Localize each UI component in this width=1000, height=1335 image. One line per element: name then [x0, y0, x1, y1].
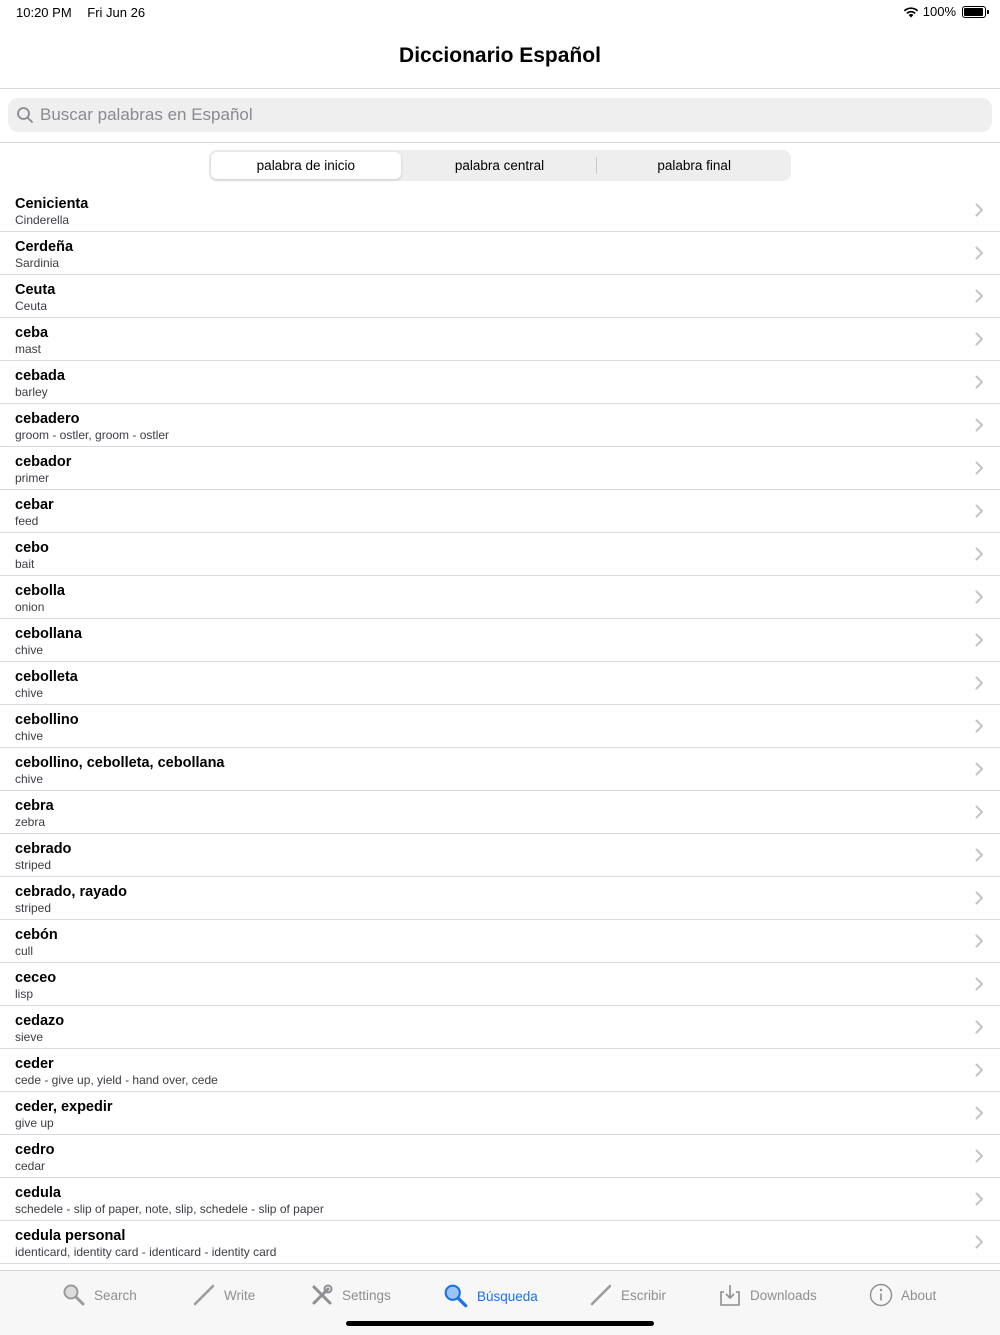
- status-bar: [0, 0, 1000, 24]
- entry-definition: onion: [15, 600, 45, 614]
- chevron-right-icon: [975, 977, 984, 991]
- entry-definition: schedele - slip of paper, note, slip, schedele - slip of paper: [15, 1202, 324, 1216]
- tab-settings[interactable]: [310, 1283, 391, 1307]
- tab-label: Búsqueda: [477, 1288, 538, 1304]
- entry-definition: give up: [15, 1116, 54, 1130]
- tab-busqueda[interactable]: [443, 1283, 538, 1309]
- battery-percent: 100%: [922, 4, 956, 19]
- chevron-right-icon: [975, 590, 984, 604]
- chevron-right-icon: [975, 332, 984, 346]
- list-item[interactable]: [0, 490, 1000, 533]
- chevron-right-icon: [975, 1235, 984, 1249]
- battery-fill: [964, 8, 983, 16]
- search-divider: [0, 142, 1000, 143]
- entry-word: cedula personal: [15, 1228, 126, 1244]
- entry-definition: striped: [15, 858, 52, 872]
- entry-definition: Sardinia: [15, 256, 60, 270]
- status-date: Fri Jun 26: [87, 5, 146, 20]
- entry-definition: chive: [15, 729, 44, 743]
- list-item[interactable]: [0, 189, 1000, 232]
- entry-word: cebollana: [15, 626, 82, 642]
- list-item[interactable]: [0, 404, 1000, 447]
- entry-word: cedazo: [15, 1013, 65, 1029]
- tab-label: Downloads: [750, 1287, 817, 1303]
- magnifier-icon: [62, 1283, 86, 1307]
- list-item[interactable]: [0, 361, 1000, 404]
- entry-definition: chive: [15, 772, 44, 786]
- entry-word: cebar: [15, 497, 54, 513]
- entry-word: Cerdeña: [15, 239, 74, 255]
- chevron-right-icon: [975, 1020, 984, 1034]
- entry-definition: cede - give up, yield - hand over, cede: [15, 1073, 218, 1087]
- entry-definition: mast: [15, 342, 42, 356]
- search-input[interactable]: [40, 105, 940, 125]
- tab-label: About: [901, 1287, 937, 1303]
- chevron-right-icon: [975, 504, 984, 518]
- chevron-right-icon: [975, 246, 984, 260]
- list-item[interactable]: [0, 1049, 1000, 1092]
- list-item[interactable]: [0, 275, 1000, 318]
- tab-downloads[interactable]: [718, 1283, 817, 1307]
- status-time: 10:20 PM: [16, 5, 72, 20]
- entry-word: cebador: [15, 454, 72, 470]
- entry-word: cebra: [15, 798, 54, 814]
- list-item[interactable]: [0, 963, 1000, 1006]
- chevron-right-icon: [975, 633, 984, 647]
- segment-start-word[interactable]: [211, 152, 401, 179]
- segment-label: palabra final: [657, 158, 731, 173]
- list-item[interactable]: [0, 533, 1000, 576]
- entry-word: cebolleta: [15, 669, 78, 685]
- chevron-right-icon: [975, 289, 984, 303]
- info-icon: [869, 1283, 893, 1307]
- chevron-right-icon: [975, 934, 984, 948]
- tab-label: Write: [224, 1287, 256, 1303]
- list-item[interactable]: [0, 705, 1000, 748]
- chevron-right-icon: [975, 203, 984, 217]
- tab-label: Search: [94, 1287, 137, 1303]
- list-item[interactable]: [0, 1006, 1000, 1049]
- list-item[interactable]: [0, 748, 1000, 791]
- segment-label: palabra de inicio: [256, 158, 355, 173]
- tab-write[interactable]: [192, 1283, 255, 1307]
- entry-definition: chive: [15, 643, 44, 657]
- entry-definition: chive: [15, 686, 44, 700]
- entry-definition: primer: [15, 471, 50, 485]
- entry-word: cebón: [15, 927, 58, 943]
- entry-definition: striped: [15, 901, 52, 915]
- chevron-right-icon: [975, 891, 984, 905]
- segment-end-word[interactable]: [599, 152, 789, 179]
- entry-word: cebadero: [15, 411, 80, 427]
- battery-icon: [962, 6, 986, 18]
- chevron-right-icon: [975, 418, 984, 432]
- list-item[interactable]: [0, 619, 1000, 662]
- entry-definition: sieve: [15, 1030, 44, 1044]
- home-indicator: [346, 1321, 654, 1326]
- page-title: Diccionario Español: [399, 44, 601, 67]
- search-bar[interactable]: [8, 98, 992, 132]
- entry-definition: cedar: [15, 1159, 46, 1173]
- search-icon: [16, 106, 34, 124]
- entry-word: ceder, expedir: [15, 1099, 113, 1115]
- chevron-right-icon: [975, 1192, 984, 1206]
- chevron-right-icon: [975, 375, 984, 389]
- entry-definition: identicard, identity card - identicard - identity card: [15, 1245, 277, 1259]
- list-item[interactable]: [0, 791, 1000, 834]
- entry-word: cebrado: [15, 841, 72, 857]
- list-item[interactable]: [0, 920, 1000, 963]
- wifi-icon: [903, 6, 919, 18]
- status-right: [903, 4, 986, 19]
- list-item[interactable]: [0, 1092, 1000, 1135]
- tab-about[interactable]: [869, 1283, 936, 1307]
- list-item[interactable]: [0, 318, 1000, 361]
- entry-word: Ceuta: [15, 282, 56, 298]
- tab-label: Settings: [342, 1287, 391, 1303]
- status-left: [16, 5, 157, 20]
- segment-separator: [596, 157, 597, 174]
- entry-definition: bait: [15, 557, 35, 571]
- list-item[interactable]: [0, 1178, 1000, 1221]
- download-icon: [718, 1283, 742, 1307]
- chevron-right-icon: [975, 719, 984, 733]
- entry-word: cebollino, cebolleta, cebollana: [15, 755, 225, 771]
- entry-word: cebrado, rayado: [15, 884, 128, 900]
- tools-icon: [310, 1283, 334, 1307]
- entry-definition: groom - ostler, groom - ostler: [15, 428, 170, 442]
- chevron-right-icon: [975, 1063, 984, 1077]
- entry-definition: feed: [15, 514, 39, 528]
- entry-word: cedro: [15, 1142, 55, 1158]
- entry-word: ceder: [15, 1056, 54, 1072]
- segment-middle-word[interactable]: [405, 152, 595, 179]
- magnifier-icon: [443, 1283, 469, 1309]
- entry-definition: cull: [15, 944, 34, 958]
- list-item[interactable]: [0, 1221, 1000, 1264]
- entry-word: cebolla: [15, 583, 65, 599]
- pencil-icon: [192, 1283, 216, 1307]
- chevron-right-icon: [975, 461, 984, 475]
- entry-word: cebo: [15, 540, 49, 556]
- tab-escribir[interactable]: [589, 1283, 666, 1307]
- entry-word: ceceo: [15, 970, 57, 986]
- entry-word: cedula: [15, 1185, 61, 1201]
- list-item[interactable]: [0, 576, 1000, 619]
- list-item[interactable]: [0, 662, 1000, 705]
- tab-search[interactable]: [62, 1283, 137, 1307]
- entry-word: ceba: [15, 325, 49, 341]
- word-list: [0, 189, 1000, 1264]
- chevron-right-icon: [975, 762, 984, 776]
- list-item[interactable]: [0, 834, 1000, 877]
- segment-label: palabra central: [454, 158, 545, 173]
- chevron-right-icon: [975, 805, 984, 819]
- entry-definition: Ceuta: [15, 299, 48, 313]
- entry-word: cebollino: [15, 712, 79, 728]
- entry-definition: Cinderella: [15, 213, 70, 227]
- chevron-right-icon: [975, 848, 984, 862]
- entry-definition: barley: [15, 385, 48, 399]
- list-item[interactable]: [0, 232, 1000, 275]
- list-item[interactable]: [0, 447, 1000, 490]
- entry-definition: zebra: [15, 815, 46, 829]
- chevron-right-icon: [975, 676, 984, 690]
- tab-label: Escribir: [621, 1287, 667, 1303]
- entry-definition: lisp: [15, 987, 34, 1001]
- chevron-right-icon: [975, 1106, 984, 1120]
- list-item[interactable]: [0, 877, 1000, 920]
- chevron-right-icon: [975, 1149, 984, 1163]
- entry-word: cebada: [15, 368, 65, 384]
- search-mode-segmented-control: [209, 150, 791, 181]
- entry-word: Cenicienta: [15, 196, 89, 212]
- chevron-right-icon: [975, 547, 984, 561]
- pencil-icon: [589, 1283, 613, 1307]
- list-item[interactable]: [0, 1135, 1000, 1178]
- nav-divider: [0, 88, 1000, 89]
